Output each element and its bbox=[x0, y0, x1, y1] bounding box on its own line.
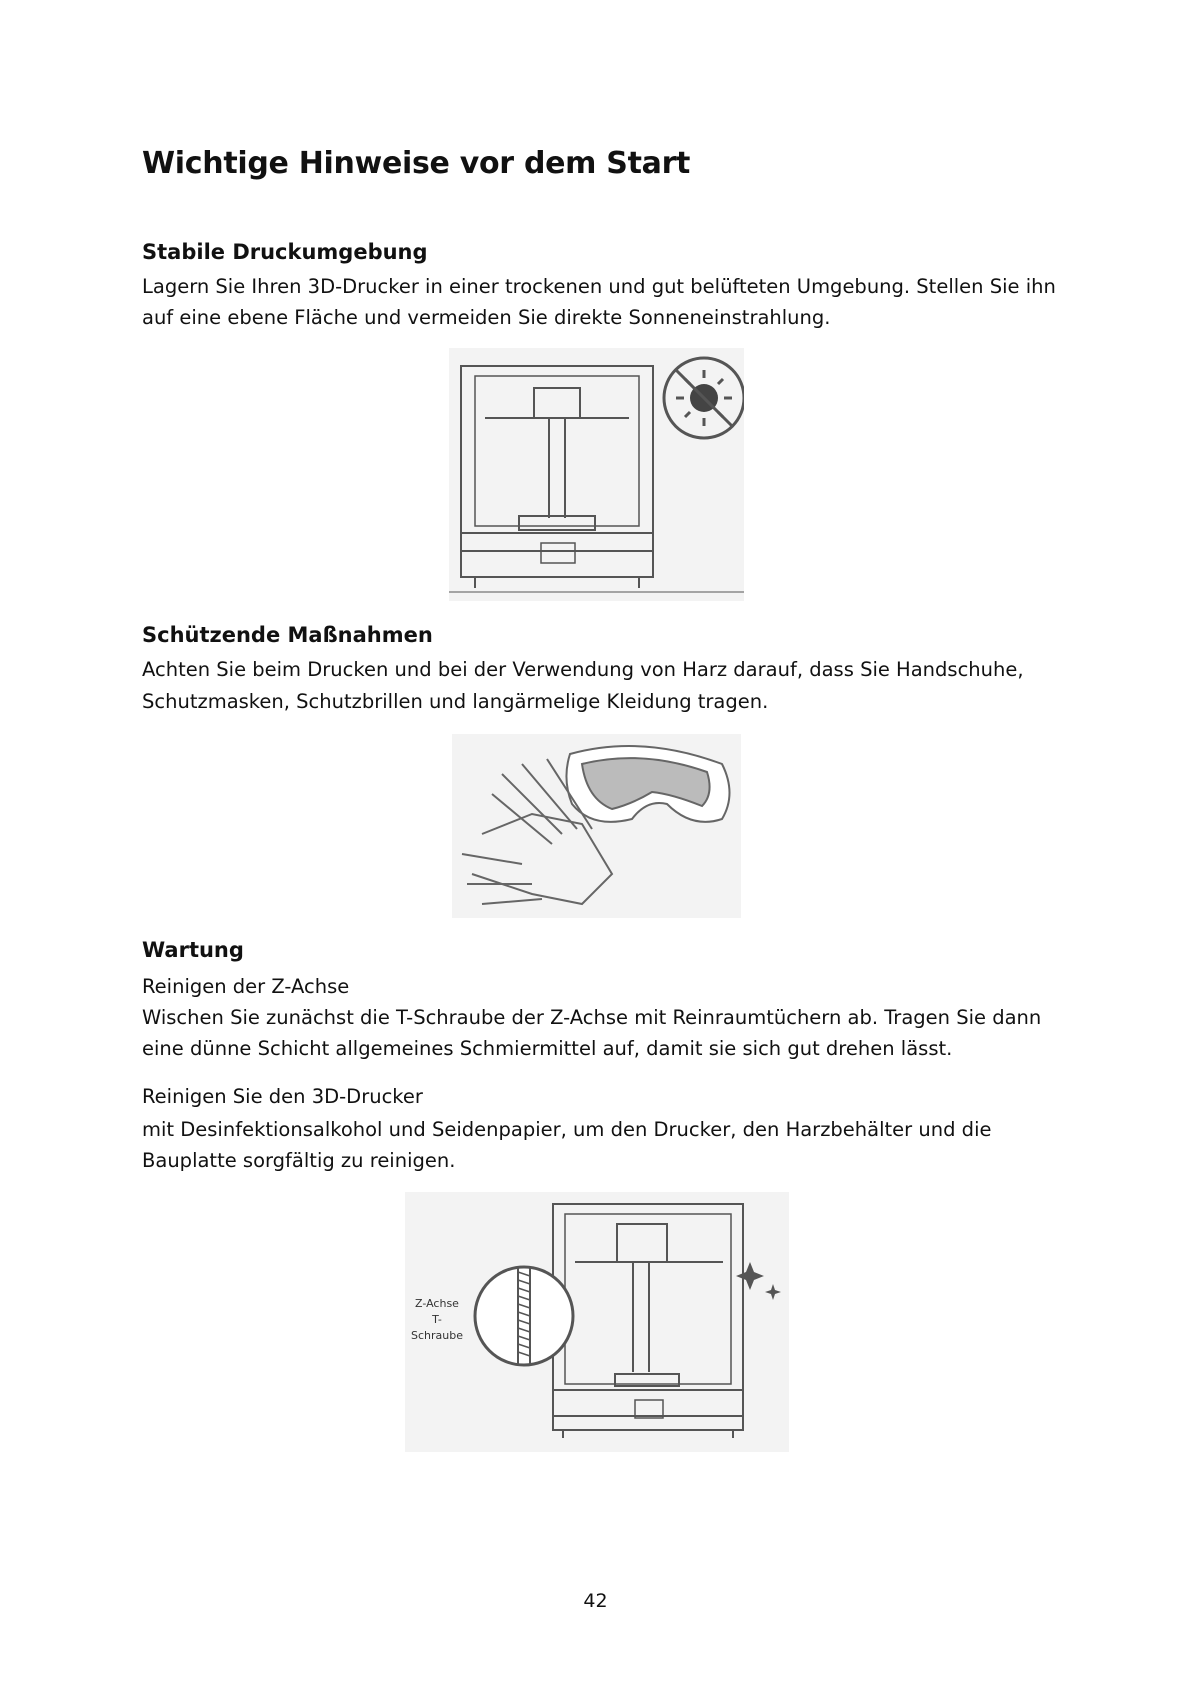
paragraph-line: Achten Sie beim Drucken und bei der Verwendung von Harz darauf, dass Sie Handschuhe, bbox=[142, 658, 1024, 681]
paragraph-line: Bauplatte sorgfältig zu reinigen. bbox=[142, 1149, 456, 1172]
paragraph-line: eine dünne Schicht allgemeines Schmiermittel auf, damit sie sich gut drehen lässt. bbox=[142, 1037, 953, 1060]
page-number: 42 bbox=[583, 1590, 608, 1612]
paragraph-line: Reinigen der Z-Achse bbox=[142, 975, 350, 998]
paragraph-line: Schutzmasken, Schutzbrillen und langärmelige Kleidung tragen. bbox=[142, 690, 769, 713]
printer-z-axis-figure bbox=[405, 1192, 789, 1452]
gloves-goggles-figure bbox=[452, 734, 741, 918]
page-title: Wichtige Hinweise vor dem Start bbox=[142, 146, 691, 181]
paragraph-line: Lagern Sie Ihren 3D-Drucker in einer trockenen und gut belüfteten Umgebung. Stellen Sie ihn bbox=[142, 275, 1056, 298]
section-heading-maintenance: Wartung bbox=[142, 938, 244, 962]
no-sunlight-icon bbox=[664, 358, 744, 438]
t-screw-label: T-Schraube bbox=[411, 1313, 463, 1342]
printer-no-sunlight-figure bbox=[449, 348, 744, 601]
paragraph-line: auf eine ebene Fläche und vermeiden Sie direkte Sonneneinstrahlung. bbox=[142, 306, 831, 329]
section-heading-protection: Schützende Maßnahmen bbox=[142, 623, 433, 647]
section-heading-environment: Stabile Druckumgebung bbox=[142, 240, 428, 264]
paragraph-line: Reinigen Sie den 3D-Drucker bbox=[142, 1085, 423, 1108]
z-axis-label: Z-Achse bbox=[415, 1297, 459, 1310]
paragraph-line: mit Desinfektionsalkohol und Seidenpapier, um den Drucker, den Harzbehälter und die bbox=[142, 1118, 992, 1141]
paragraph-line: Wischen Sie zunächst die T-Schraube der Z-Achse mit Reinraumtüchern ab. Tragen Sie dann bbox=[142, 1006, 1042, 1029]
